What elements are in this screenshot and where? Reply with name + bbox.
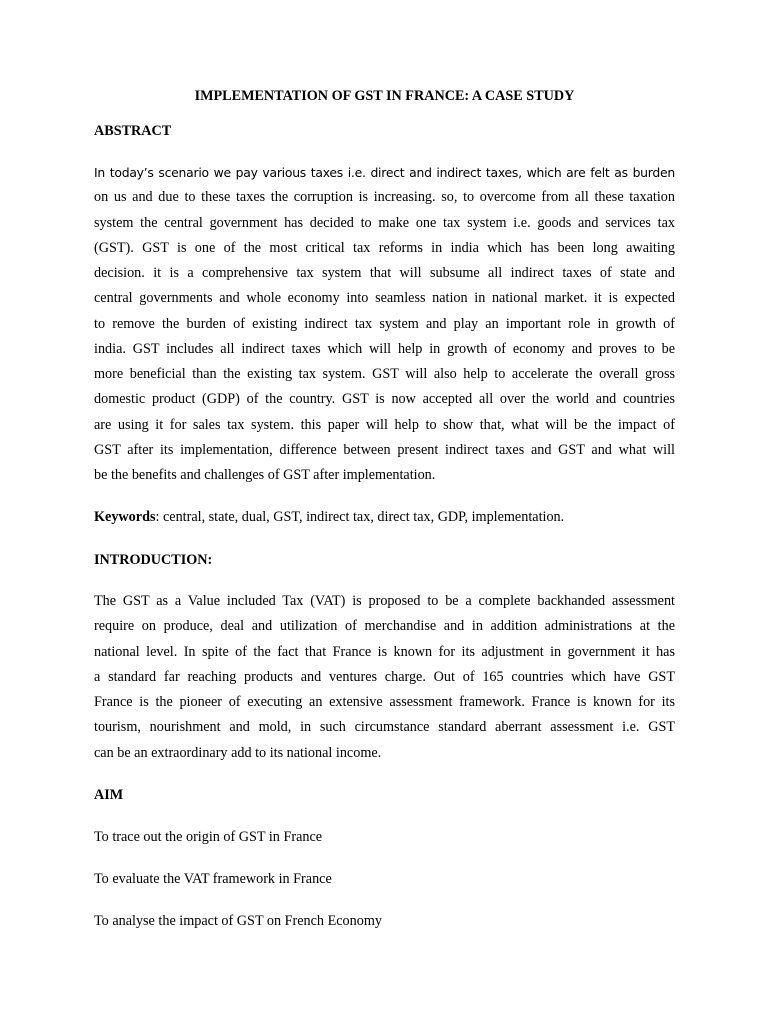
document-page [94,0,675,1024]
abstract-line: india. GST includes all indirect taxes which will help in growth of economy and proves to be [94,340,675,357]
abstract-line: system the central government has decided to make one tax system i.e. goods and services tax [94,214,675,231]
abstract-line: central governments and whole economy into seamless nation in national market. it is expected [94,290,675,307]
introduction-line: national level. In spite of the fact that France is known for its adjustment in government it has [94,643,675,660]
abstract-line: are using it for sales tax system. this paper will help to show that, what will be the impact of [94,416,675,433]
introduction-line: France is the pioneer of executing an extensive assessment framework. France is known for its [94,694,675,710]
abstract-line: be the benefits and challenges of GST after implementation. [94,467,436,483]
introduction-heading: INTRODUCTION: [94,552,213,568]
introduction-line: tourism, nourishment and mold, in such circumstance standard aberrant assessment i.e. GST [94,719,675,736]
keywords-line [94,507,564,527]
abstract-line: In today’s scenario we pay various taxes i.e. direct and indirect taxes, which are felt as burden [94,165,675,180]
abstract-line: (GST). GST is one of the most critical tax reforms in india which has been long awaiting [94,239,675,256]
abstract-line: domestic product (GDP) of the country. GST is now accepted all over the world and countries [94,391,675,408]
abstract-paragraph [94,160,675,488]
abstract-line: GST after its implementation, difference between present indirect taxes and GST and what will [94,441,675,458]
aim-item: To analyse the impact of GST on French Economy [94,913,382,929]
abstract-line: decision. it is a comprehensive tax system that will subsume all indirect taxes of state and [94,265,675,281]
aim-heading: AIM [94,787,124,803]
abstract-line: on us and due to these taxes the corruption is increasing. so, to overcome from all these taxation [94,189,675,206]
abstract-heading: ABSTRACT [94,123,172,139]
keywords-text: : central, state, dual, GST, indirect tax, direct tax, GDP, implementation. [155,509,565,525]
aim-item: To trace out the origin of GST in France [94,829,323,845]
aim-item: To evaluate the VAT framework in France [94,871,332,887]
keywords-label: Keywords [94,509,156,525]
introduction-line: can be an extraordinary add to its national income. [94,744,382,761]
document-title: IMPLEMENTATION OF GST IN FRANCE: A CASE STUDY [194,88,575,104]
abstract-line: to remove the burden of existing indirect tax system and play an important role in growth of [94,315,675,332]
abstract-line: more beneficial than the existing tax system. GST will also help to accelerate the overall gross [94,366,675,382]
introduction-line: require on produce, deal and utilization of merchandise and in addition administrations at the [94,618,675,635]
introduction-line: The GST as a Value included Tax (VAT) is proposed to be a complete backhanded assessment [94,593,675,609]
introduction-paragraph [94,589,675,766]
introduction-line: a standard far reaching products and ventures charge. Out of 165 countries which have GST [94,668,675,685]
